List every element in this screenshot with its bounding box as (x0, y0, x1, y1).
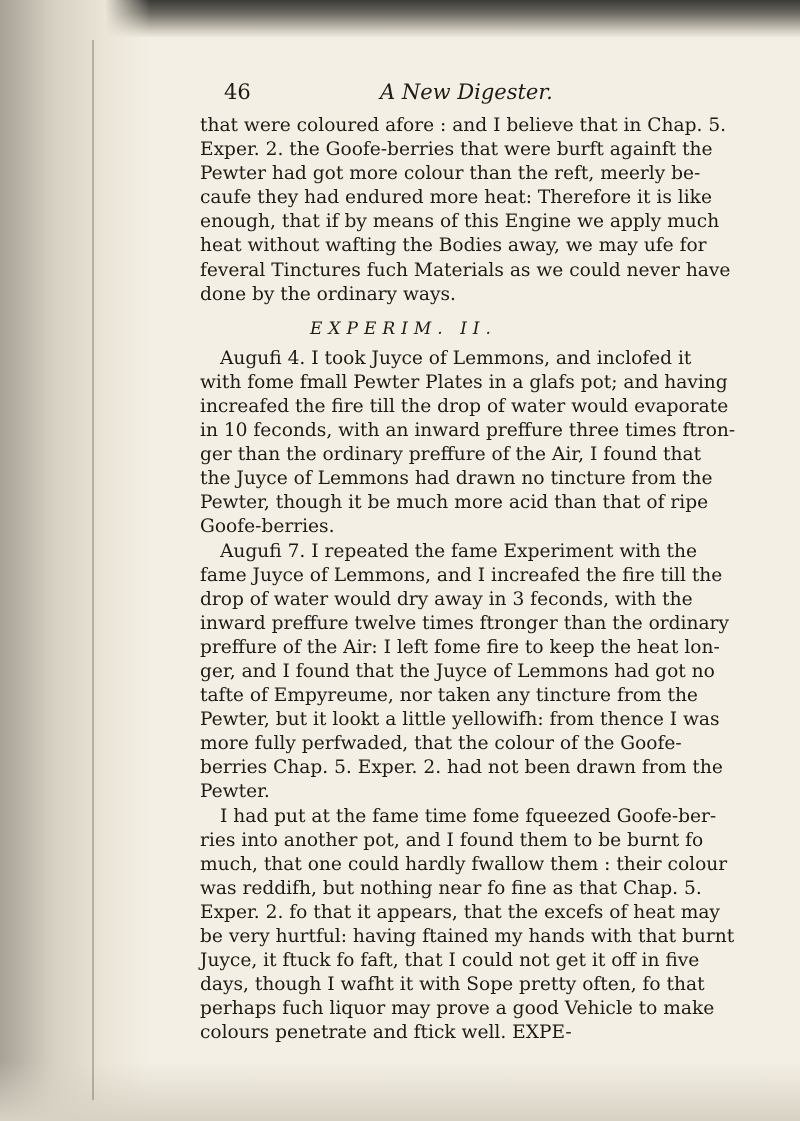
paragraph-3 (200, 540, 770, 805)
text-line: heat without wafting the Bodies away, we may ufe for (200, 235, 707, 257)
text-line: in 10 feconds, with an inward preffure three times ftron- (200, 420, 736, 442)
text-line: the Juyce of Lemmons had drawn no tincture from the (200, 468, 713, 490)
page-number: 46 (224, 80, 251, 104)
text-line: Pewter, but it lookt a little yellowifh: from thence I was (200, 709, 720, 731)
text-line: I had put at the fame time fome fqueezed Goofe-ber- (220, 805, 717, 827)
text-line: Juyce, it ftuck fo faft, that I could not get it off in five (200, 950, 700, 972)
text-line: Exper. 2. the Goofe-berries that were burft againft the (200, 139, 713, 161)
text-line: increafed the fire till the drop of water would evaporate (200, 395, 729, 417)
paragraph-1 (200, 114, 770, 307)
page-header (200, 80, 770, 114)
text-line: that were coloured afore : and I believe that in Chap. 5. (200, 115, 727, 136)
text-line: more fully perfwaded, that the colour of the Goofe- (200, 733, 682, 755)
text-line: done by the ordinary ways. (200, 283, 456, 305)
paragraph-4 (200, 805, 770, 1046)
text-line: tafte of Empyreume, nor taken any tincture from the (200, 685, 698, 707)
text-line: preffure of the Air: I left fome fire to keep the heat lon- (200, 636, 720, 658)
text-line: Goofe-berries. (200, 516, 335, 538)
text-line: ries into another pot, and I found them to be burnt fo (200, 829, 704, 851)
text-line: was reddifh, but nothing near fo fine as that Chap. 5. (200, 877, 702, 899)
text-line: Pewter, though it be much more acid than that of ripe (200, 492, 709, 514)
text-line: be very hurtful: having ftained my hands with that burnt (200, 926, 735, 947)
text-line: Pewter. (200, 781, 270, 803)
text-line: inward preffure twelve times ftronger than the ordinary (200, 612, 729, 634)
experiment-heading: EXPERIM. II. (310, 318, 497, 339)
text-line: fame Juyce of Lemmons, and I increafed the fire till the (200, 564, 723, 586)
paragraph-2 (200, 347, 770, 540)
text-line: Pewter had got more colour than the reft, meerly be- (200, 163, 701, 185)
book-page (200, 80, 770, 1045)
text-line: with fome fmall Pewter Plates in a glafs pot; and having (200, 371, 728, 393)
text-line: colours penetrate and ftick well. EXPE- (200, 1022, 572, 1044)
text-line: much, that one could hardly fwallow them : their colour (200, 853, 728, 875)
book-gutter-shadow (0, 0, 150, 1121)
gutter-fold-line (92, 40, 94, 1100)
text-line: ger than the ordinary preffure of the Air, I found that (200, 444, 702, 466)
text-line: perhaps fuch liquor may prove a good Vehicle to make (200, 998, 715, 1020)
text-line: days, though I wafht it with Sope pretty often, fo that (200, 974, 705, 996)
text-line: ger, and I found that the Juyce of Lemmons had got no (200, 660, 715, 682)
running-title: A New Digester. (380, 80, 553, 104)
text-line: enough, that if by means of this Engine we apply much (200, 211, 720, 233)
text-line: berries Chap. 5. Exper. 2. had not been drawn from the (200, 757, 723, 779)
text-line: drop of water would dry away in 3 feconds, with the (200, 588, 693, 610)
text-line: feveral Tinctures fuch Materials as we could never have (200, 259, 731, 281)
text-line: Augufi 7. I repeated the fame Experiment with the (220, 540, 698, 562)
page-bottom-shadow (0, 1061, 800, 1121)
text-line: Exper. 2. fo that it appears, that the excefs of heat may (200, 901, 720, 923)
text-line: caufe they had endured more heat: Therefore it is like (200, 187, 712, 209)
text-line: Augufi 4. I took Juyce of Lemmons, and inclofed it (220, 347, 692, 369)
